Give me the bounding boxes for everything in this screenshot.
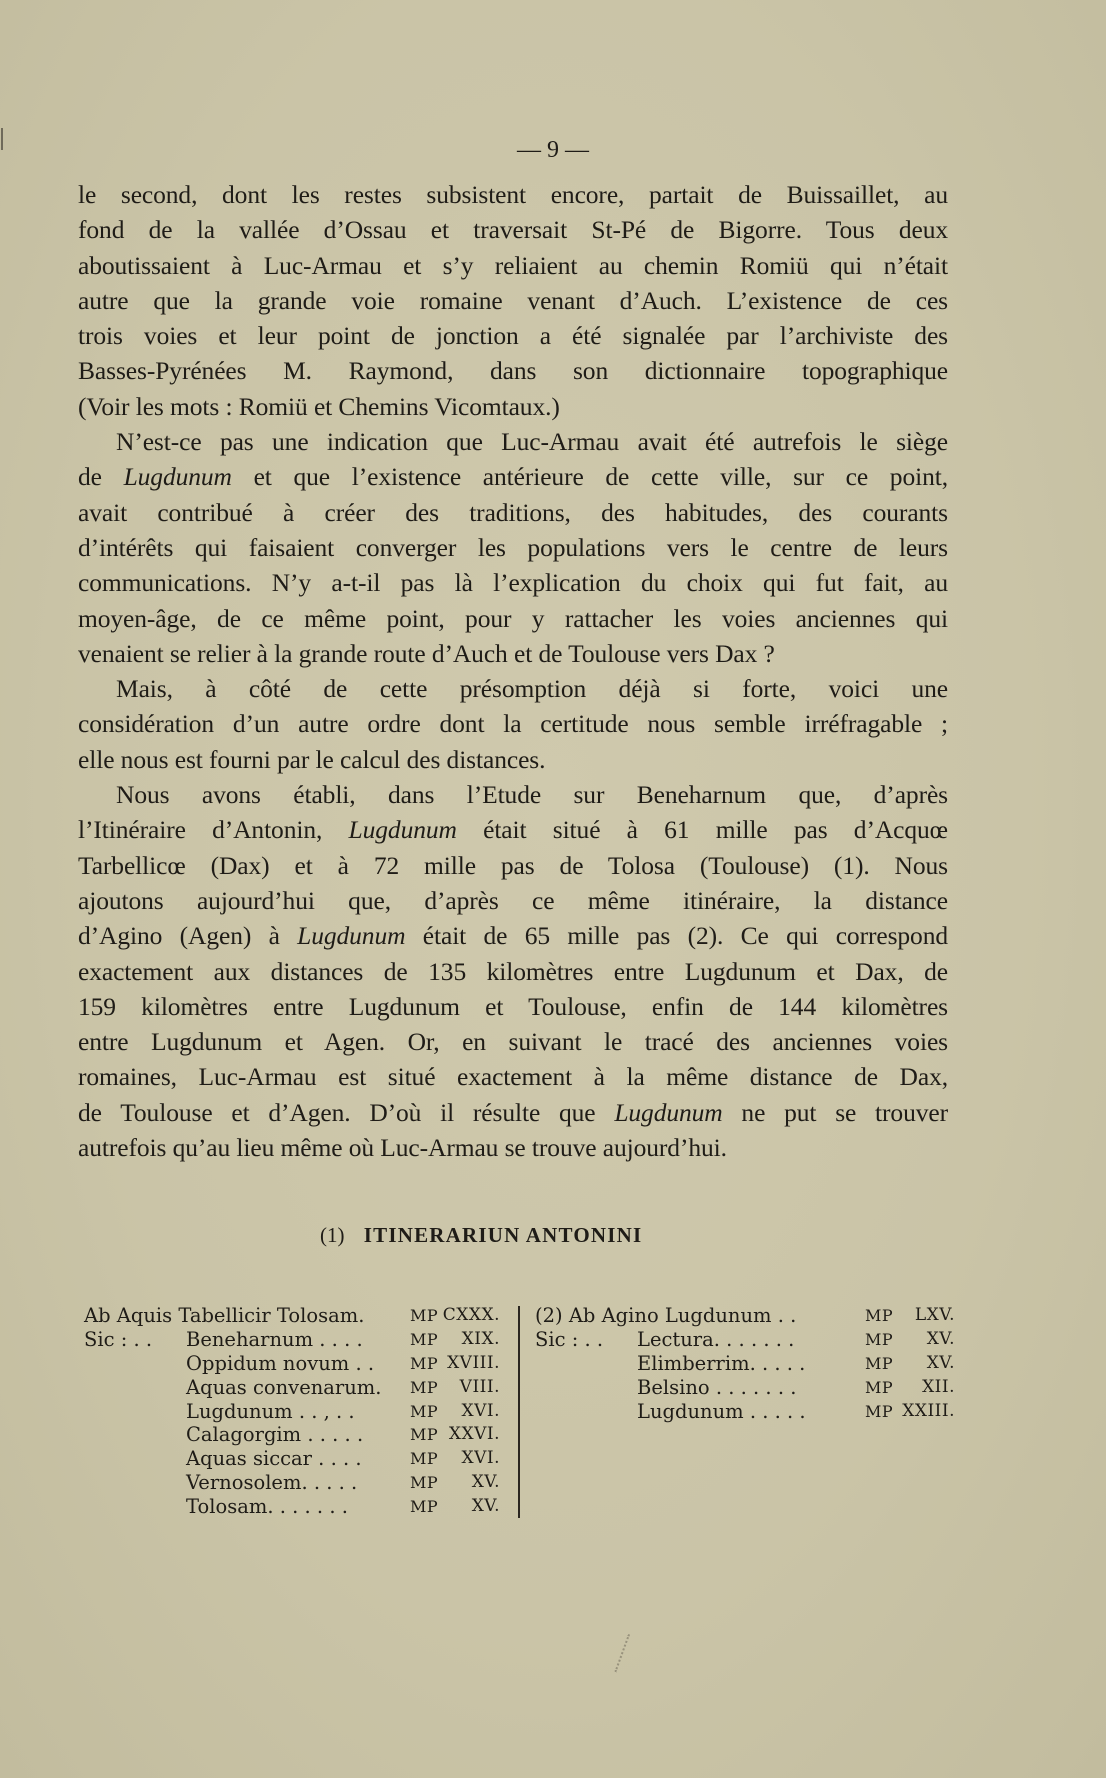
- text-line: autrefois qu’au lieu même où Luc-Armau se trouve aujourd’hui.: [78, 1133, 727, 1163]
- place-name: Lugdunum . . , . .: [186, 1399, 355, 1423]
- text-line: N’est-ce pas une indication que Luc-Armau avait été autrefois le siège: [116, 427, 948, 457]
- place-name: Calagorgim . . . . .: [186, 1423, 364, 1447]
- milia-passuum-label: MP: [410, 1329, 439, 1349]
- distance-value: XVIII.: [447, 1352, 500, 1373]
- itinerary-row: [84, 1423, 504, 1447]
- text-line: de Toulouse et d’Agen. D’où il résulte que Lugdunum ne put se trouver: [78, 1097, 948, 1127]
- itinerary-row: [535, 1376, 955, 1400]
- column-divider: [518, 1306, 520, 1518]
- milia-passuum-label: MP: [410, 1497, 439, 1517]
- text-line: exactement aux distances de 135 kilomètres entre Lugdunum et Dax, de: [78, 956, 948, 986]
- itinerary-row: [84, 1304, 504, 1328]
- place-name: Lugdunum . . . . .: [637, 1399, 806, 1423]
- itinerary-row: [84, 1495, 504, 1519]
- milia-passuum-label: MP: [865, 1401, 894, 1421]
- sic-label: Sic : . .: [84, 1327, 153, 1351]
- text-line: moyen-âge, de ce même point, pour y rattacher les voies anciennes qui: [78, 603, 948, 633]
- distance-value: XV.: [471, 1496, 500, 1517]
- milia-passuum-label: MP: [865, 1329, 894, 1349]
- text-line: considération d’un autre ordre dont la certitude nous semble irréfragable ;: [78, 709, 948, 739]
- footnote-number: (1): [320, 1223, 345, 1247]
- text-line: autre que la grande voie romaine venant d’Auch. L’existence de ces: [78, 285, 948, 315]
- text-line: venaient se relier à la grande route d’Auch et de Toulouse vers Dax ?: [78, 638, 775, 668]
- text-line: (Voir les mots : Romiü et Chemins Vicomtaux.): [78, 391, 560, 421]
- place-name: (2) Ab Agino Lugdunum . .: [535, 1304, 797, 1327]
- distance-value: XXIII.: [902, 1400, 955, 1421]
- italic-place-name: Lugdunum: [614, 1097, 723, 1127]
- text-line: avait contribué à créer des traditions, des habitudes, des courants: [78, 497, 948, 527]
- itinerary-row: [535, 1400, 955, 1424]
- footnote-heading: [320, 1220, 720, 1250]
- place-name: Tolosam. . . . . . .: [186, 1495, 348, 1519]
- sic-label: Sic : . .: [535, 1327, 604, 1351]
- milia-passuum-label: MP: [865, 1377, 894, 1397]
- itinerary-row: [535, 1304, 955, 1328]
- text-line: Nous avons établi, dans l’Etude sur Beneharnum que, d’après: [116, 780, 948, 810]
- italic-place-name: Lugdunum: [123, 462, 232, 492]
- distance-value: VIII.: [459, 1376, 500, 1397]
- distance-value: XVI.: [461, 1400, 500, 1421]
- place-name: Lectura. . . . . . .: [637, 1327, 795, 1351]
- body-text: [78, 177, 948, 1165]
- text-line: ajoutons aujourd’hui que, d’après ce même itinéraire, la distance: [78, 885, 948, 915]
- distance-value: XV.: [926, 1352, 955, 1373]
- itinerary-row: [84, 1400, 504, 1424]
- milia-passuum-label: MP: [410, 1449, 439, 1469]
- place-name: Oppidum novum . .: [186, 1351, 375, 1375]
- text-line: entre Lugdunum et Agen. Or, en suivant le tracé des anciennes voies: [78, 1027, 948, 1057]
- place-name: Belsino . . . . . . .: [637, 1375, 797, 1399]
- place-name: Aquas siccar . . . .: [186, 1447, 362, 1471]
- itinerary-row: [535, 1352, 955, 1376]
- text-line: d’Agino (Agen) à Lugdunum était de 65 mille pas (2). Ce qui correspond: [78, 921, 948, 951]
- itinerary-row: [84, 1471, 504, 1495]
- distance-value: XXVI.: [448, 1424, 500, 1445]
- itinerary-table-right: [535, 1304, 955, 1423]
- distance-value: XII.: [922, 1376, 955, 1397]
- milia-passuum-label: MP: [410, 1401, 439, 1421]
- text-line: communications. N’y a-t-il pas là l’explication du choix qui fut fait, au: [78, 568, 948, 598]
- itinerary-row: [84, 1328, 504, 1352]
- milia-passuum-label: MP: [410, 1425, 439, 1445]
- text-line: 159 kilomètres entre Lugdunum et Toulouse, enfin de 144 kilomètres: [78, 991, 948, 1021]
- itinerary-row: [535, 1328, 955, 1352]
- place-name: Ab Aquis Tabellicir Tolosam.: [84, 1304, 365, 1327]
- distance-value: XIX.: [461, 1328, 500, 1349]
- page-number: — 9 —: [517, 137, 589, 163]
- distance-value: XVI.: [461, 1448, 500, 1469]
- text-line: Basses-Pyrénées M. Raymond, dans son dictionnaire topographique: [78, 356, 948, 386]
- itinerary-row: [84, 1352, 504, 1376]
- place-name: Vernosolem. . . . .: [186, 1471, 358, 1495]
- milia-passuum-label: MP: [410, 1377, 439, 1397]
- ink-smudge: [614, 1634, 667, 1686]
- text-line: d’intérêts qui faisaient converger les populations vers le centre de leurs: [78, 532, 948, 562]
- itinerary-row: [84, 1447, 504, 1471]
- distance-value: LXV.: [914, 1305, 955, 1325]
- text-line: fond de la vallée d’Ossau et traversait St-Pé de Bigorre. Tous deux: [78, 215, 948, 245]
- distance-value: XV.: [471, 1472, 500, 1493]
- distance-value: CXXX.: [442, 1305, 500, 1325]
- milia-passuum-label: MP: [410, 1473, 439, 1493]
- text-line: le second, dont les restes subsistent encore, partait de Buissaillet, au: [78, 180, 948, 209]
- place-name: Elimberrim. . . . .: [637, 1351, 806, 1375]
- italic-place-name: Lugdunum: [297, 921, 406, 951]
- milia-passuum-label: MP: [865, 1353, 894, 1373]
- text-line: elle nous est fourni par le calcul des distances.: [78, 744, 546, 774]
- text-line: de Lugdunum et que l’existence antérieure de cette ville, sur ce point,: [78, 462, 948, 492]
- itinerary-table-left: [84, 1304, 504, 1519]
- text-line: trois voies et leur point de jonction a été signalée par l’archiviste des: [78, 321, 948, 351]
- place-name: Beneharnum . . . .: [186, 1327, 363, 1351]
- milia-passuum-label: MP: [410, 1353, 439, 1373]
- itinerary-row: [84, 1376, 504, 1400]
- place-name: Aquas convenarum.: [186, 1375, 382, 1399]
- text-line: aboutissaient à Luc-Armau et s’y reliaient au chemin Romiü qui n’était: [78, 250, 948, 280]
- text-line: Mais, à côté de cette présomption déjà si forte, voici une: [116, 674, 948, 704]
- text-line: Tarbellicœ (Dax) et à 72 mille pas de Tolosa (Toulouse) (1). Nous: [78, 850, 948, 880]
- milia-passuum-label: MP: [410, 1306, 439, 1325]
- milia-passuum-label: MP: [865, 1306, 894, 1325]
- footnote-title: ITINERARIUN ANTONINI: [363, 1223, 643, 1247]
- distance-value: XV.: [926, 1328, 955, 1349]
- text-line: l’Itinéraire d’Antonin, Lugdunum était situé à 61 mille pas d’Acquœ: [78, 815, 948, 845]
- italic-place-name: Lugdunum: [348, 815, 457, 845]
- text-line: romaines, Luc-Armau est situé exactement à la même distance de Dax,: [78, 1062, 948, 1092]
